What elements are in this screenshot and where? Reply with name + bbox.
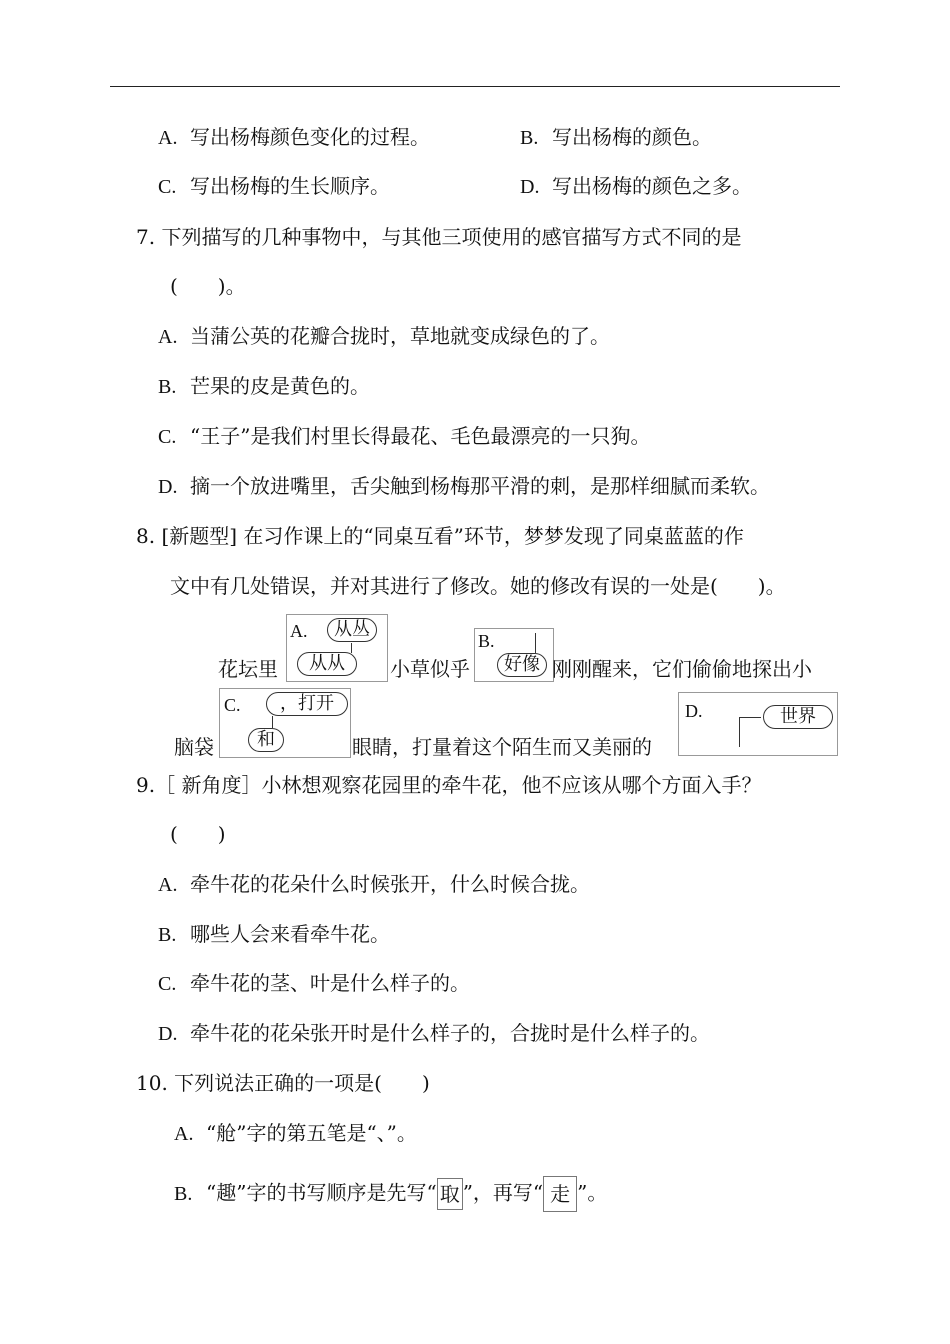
original-word-bubble: 好像 [497,653,547,677]
option-letter: C. [158,176,177,198]
correction-bubble: 从丛 [327,618,377,642]
q6-option-a[interactable] [158,124,430,151]
character-box: 走 [543,1176,577,1212]
q8-passage-text: 脑袋 [174,735,214,759]
q8-passage-text: 小草似乎 [390,657,470,681]
box-label: D. [685,701,703,721]
q8-box-d[interactable] [678,692,838,756]
option-text: “趣”字的书写顺序是先写“ [206,1180,437,1205]
q9-option-b[interactable] [158,921,390,948]
top-rule [110,86,840,87]
q8-stem-cont: 文中有几处错误，并对其进行了修改。她的修改有误的一处是( )。 [170,574,786,598]
option-letter: B. [158,924,177,946]
correction-bubble: 世界 [763,705,833,729]
q8-passage-text: 刚刚醒来，它们偷偷地探出小 [552,657,812,681]
connector-line [739,717,740,747]
q9-option-c[interactable] [158,970,470,997]
option-letter: C. [158,973,177,995]
option-text: “舱”字的第五笔是“、”。 [206,1121,417,1145]
option-letter: C. [158,426,177,448]
q8-passage-text: 眼睛，打量着这个陌生而又美丽的 [352,735,652,759]
q7-option-c[interactable] [158,423,650,450]
original-word-bubble: 从从 [297,652,357,676]
character-box: 取 [437,1178,463,1210]
q10-option-a[interactable] [174,1120,417,1147]
option-text: 哪些人会来看牵牛花。 [190,922,390,946]
option-letter: D. [158,1023,178,1045]
original-word-bubble: 和 [248,728,284,752]
option-text: 写出杨梅颜色变化的过程。 [190,125,430,149]
q6-option-c[interactable] [158,173,390,200]
option-letter: A. [158,127,178,149]
option-letter: A. [158,326,178,348]
q9-stem: 9.［ 新角度］小林想观察花园里的牵牛花，他不应该从哪个方面入手？ [136,773,762,797]
option-text: 写出杨梅的生长顺序。 [190,174,390,198]
option-text: 写出杨梅的颜色之多。 [552,174,752,198]
option-text: 当蒲公英的花瓣合拢时，草地就变成绿色的了。 [190,324,610,348]
q7-option-d[interactable] [158,473,770,500]
q10-option-b[interactable] [174,1176,607,1212]
q7-stem: 7. 下列描写的几种事物中，与其他三项使用的感官描写方式不同的是 [136,225,742,249]
option-letter: D. [520,176,540,198]
option-letter: A. [174,1123,194,1145]
q8-passage-text: 花坛里 [218,657,278,681]
option-letter: B. [520,127,539,149]
q8-box-c[interactable] [219,688,351,758]
q8-stem: 8. [新题型] 在习作课上的“同桌互看”环节，梦梦发现了同桌蓝蓝的作 [136,524,744,548]
option-letter: B. [174,1182,193,1205]
option-text: ”。 [577,1180,608,1205]
q6-option-d[interactable] [520,173,752,200]
q8-box-a[interactable] [286,614,388,682]
connector-line [739,717,761,718]
q7-option-b[interactable] [158,373,370,400]
option-text: ”，再写“ [462,1180,544,1205]
option-text: 写出杨梅的颜色。 [552,125,712,149]
box-label: B. [478,631,495,651]
q9-option-d[interactable] [158,1020,710,1047]
box-label: C. [224,695,241,715]
option-letter: A. [158,874,178,896]
connector-line [272,716,273,728]
q9-option-a[interactable] [158,871,590,898]
connector-line [351,643,352,653]
option-text: 牵牛花的花朵张开时是什么样子的，合拢时是什么样子的。 [190,1021,710,1045]
option-text: 牵牛花的茎、叶是什么样子的。 [190,971,470,995]
q6-option-b[interactable] [520,124,712,151]
option-text: 摘一个放进嘴里，舌尖触到杨梅那平滑的刺，是那样细腻而柔软。 [190,474,770,498]
q10-stem: 10. 下列说法正确的一项是( ) [136,1071,430,1095]
option-letter: D. [158,476,178,498]
q9-answer-blank[interactable]: ( ) [170,822,226,846]
option-text: “王子”是我们村里长得最花、毛色最漂亮的一只狗。 [190,424,651,448]
box-label: A. [290,621,308,641]
q8-box-b[interactable] [474,628,554,682]
option-text: 芒果的皮是黄色的。 [190,374,370,398]
option-letter: B. [158,376,177,398]
correction-bubble: ，打开 [266,692,348,716]
option-text: 牵牛花的花朵什么时候张开，什么时候合拢。 [190,872,590,896]
connector-line [535,633,536,653]
q7-answer-blank[interactable]: ( )。 [170,274,246,298]
q7-option-a[interactable] [158,323,610,350]
